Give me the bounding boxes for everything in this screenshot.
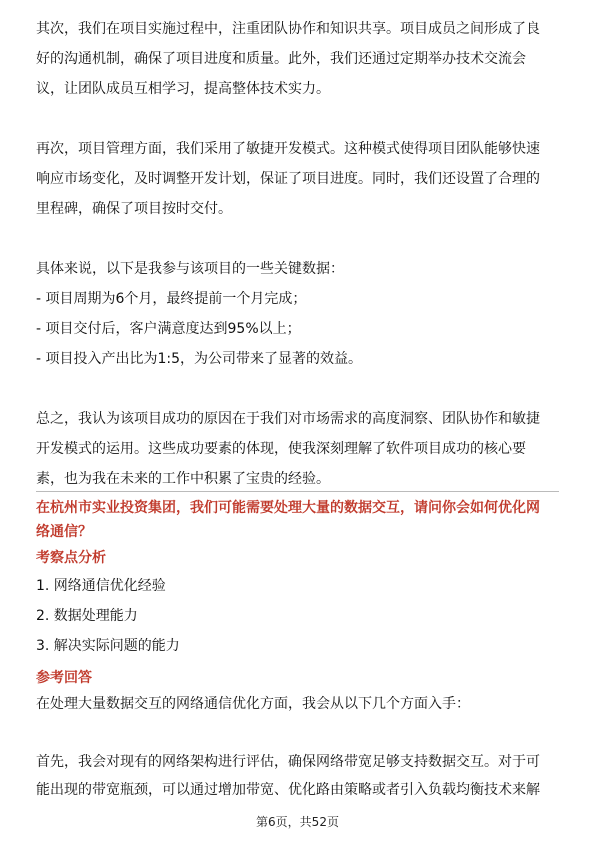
paragraph-line: 响应市场变化，及时调整开发计划，保证了项目进度。同时，我们还设置了合理的 <box>36 171 540 187</box>
analysis-item: 1. 网络通信优化经验 <box>36 578 166 594</box>
paragraph-line: 开发模式的运用。这些成功要素的体现，使我深刻理解了软件项目成功的核心要 <box>36 441 526 457</box>
paragraph-line: 素，也为我在未来的工作中积累了宝贵的经验。 <box>36 471 330 487</box>
list-item: - 项目周期为6个月，最终提前一个月完成； <box>36 291 307 307</box>
page-number: 第6页，共52页 <box>256 815 339 829</box>
paragraph-line: 里程碑，确保了项目按时交付。 <box>36 201 232 217</box>
list-item: - 项目交付后，客户满意度达到95%以上； <box>36 321 301 337</box>
paragraph-line: 其次，我们在项目实施过程中，注重团队协作和知识共享。项目成员之间形成了良 <box>36 21 540 37</box>
answer-line: 首先，我会对现有的网络架构进行评估，确保网络带宽足够支持数据交互。对于可 <box>36 754 540 770</box>
analysis-item: 3. 解决实际问题的能力 <box>36 638 180 654</box>
answer-intro: 在处理大量数据交互的网络通信优化方面，我会从以下几个方面入手： <box>36 696 470 712</box>
answer-line: 能出现的带宽瓶颈，可以通过增加带宽、优化路由策略或者引入负载均衡技术来解 <box>36 782 540 798</box>
answer-heading: 参考回答 <box>36 670 92 686</box>
document-body <box>36 14 559 494</box>
paragraph-line: 再次，项目管理方面，我们采用了敏捷开发模式。这种模式使得项目团队能够快速 <box>36 141 540 157</box>
paragraph-line: 好的沟通机制，确保了项目进度和质量。此外，我们还通过定期举办技术交流会 <box>36 51 526 67</box>
list-item: - 项目投入产出比为1:5，为公司带来了显著的效益。 <box>36 351 363 367</box>
question-line: 在杭州市实业投资集团，我们可能需要处理大量的数据交互，请问你会如何优化网 <box>36 500 540 516</box>
paragraph-line: 具体来说，以下是我参与该项目的一些关键数据： <box>36 261 344 277</box>
analysis-item: 2. 数据处理能力 <box>36 608 138 624</box>
paragraph-line: 议，让团队成员互相学习，提高整体技术实力。 <box>36 81 330 97</box>
paragraph-line: 总之，我认为该项目成功的原因在于我们对市场需求的高度洞察、团队协作和敏捷 <box>36 411 540 427</box>
analysis-heading: 考察点分析 <box>36 550 106 566</box>
question-line: 络通信？ <box>36 524 92 540</box>
section-divider <box>36 491 559 492</box>
question-heading <box>36 496 559 544</box>
